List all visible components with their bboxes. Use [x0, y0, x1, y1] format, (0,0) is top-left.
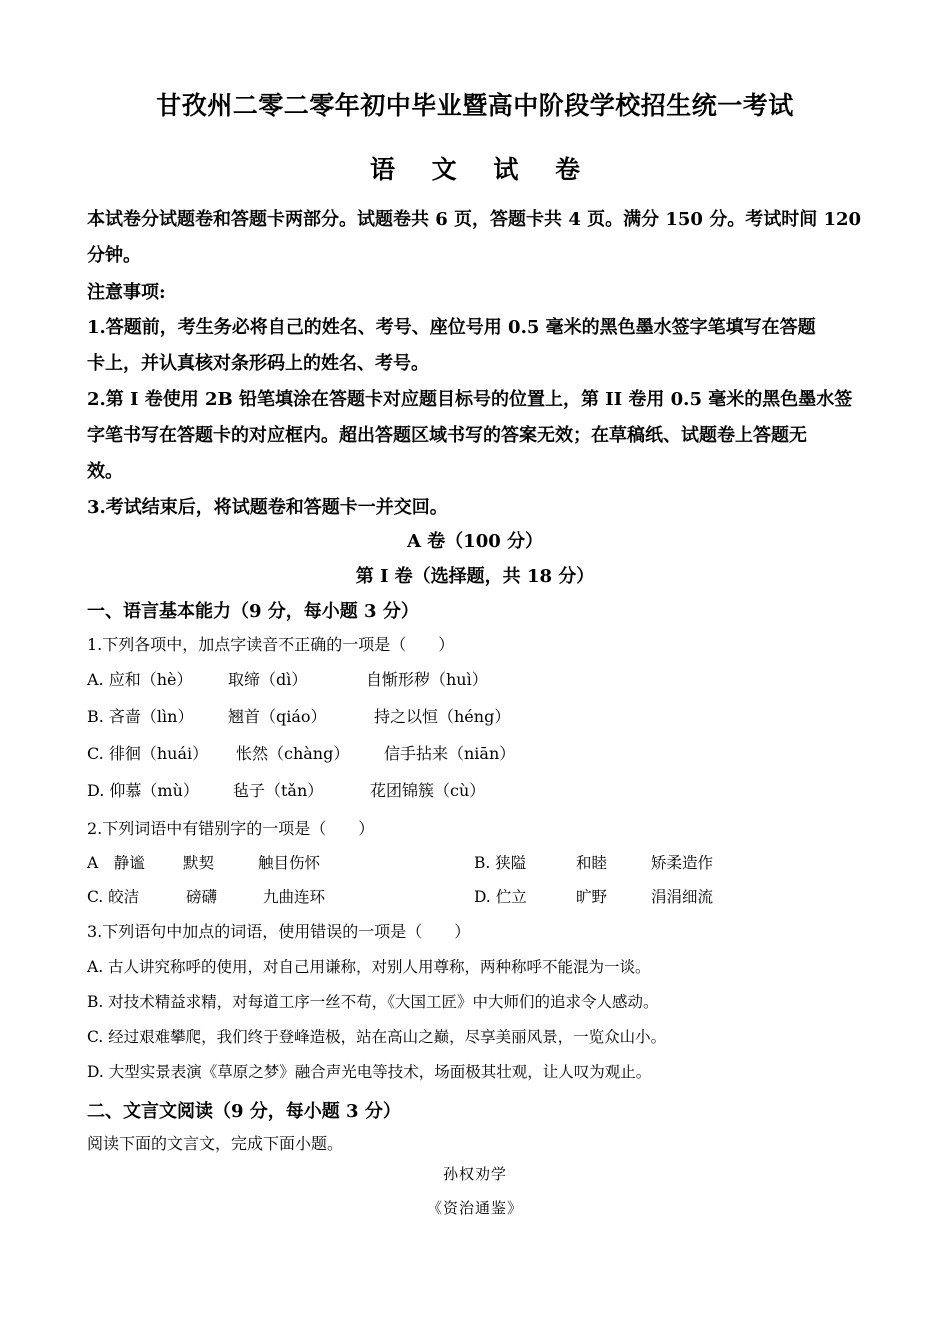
note-2-line-1: 2.第 I 卷使用 2B 铅笔填涂在答题卡对应题目标号的位置上，第 II 卷用 0.5 毫米的黑色墨水签 [87, 389, 853, 410]
part-one-heading: 第 I 卷（选择题，共 18 分） [355, 566, 595, 587]
question-1-stem: 1.下列各项中，加点字读音不正确的一项是（ ） [87, 635, 455, 654]
q1-option-a-word-1: A. 应和（hè） [87, 670, 193, 689]
q2-option-c-word-3: 九曲连环 [263, 888, 326, 906]
note-2-line-2: 字笔书写在答题卡的对应框内。超出答题区域书写的答案无效；在草稿纸、试题卷上答题无 [87, 425, 807, 446]
q2-option-d-word-2: 旷野 [576, 888, 608, 906]
q3-option-b: B. 对技术精益求精，对每道工序一丝不苟，《大国工匠》中大师们的追求令人感动。 [87, 993, 659, 1011]
q1-option-c-word-3: 信手拈来（niān） [384, 744, 516, 763]
q3-option-a: A. 古人讲究称呼的使用，对自己用谦称，对别人用尊称，两种称呼不能混为一谈。 [87, 958, 651, 976]
q2-option-a-word-3: 触目伤怀 [258, 854, 321, 872]
section-2-heading: 二、文言文阅读（9 分，每小题 3 分） [87, 1101, 401, 1122]
q3-option-c: C. 经过艰难攀爬，我们终于登峰造极，站在高山之巅，尽享美丽风景，一览众山小。 [87, 1028, 667, 1046]
q1-option-a-word-2: 取缔（dì） [228, 670, 308, 689]
q1-option-b-word-2: 翘首（qiáo） [228, 707, 327, 726]
note-1-line-2: 卡上，并认真核对条形码上的姓名、考号。 [87, 353, 429, 374]
section-2-instruction: 阅读下面的文言文，完成下面小题。 [87, 1134, 344, 1153]
q1-option-b-word-1: B. 吝啬（lìn） [87, 707, 194, 726]
q2-option-c-word-2: 磅礴 [186, 888, 218, 906]
classical-text-source: 《资治通鉴》 [426, 1199, 523, 1217]
notes-heading: 注意事项: [87, 282, 166, 303]
q2-option-a-word-1: A 静谧 [87, 854, 145, 872]
q1-option-d-word-2: 毡子（tǎn） [233, 781, 324, 800]
intro-line-2: 分钟。 [87, 245, 141, 266]
q1-option-c-word-2: 怅然（chàng） [236, 744, 350, 763]
subject-title: 语 文 试 卷 [369, 155, 595, 184]
classical-text-title: 孙权劝学 [442, 1165, 507, 1183]
note-1-line-1: 1.答题前，考生务必将自己的姓名、考号、座位号用 0.5 毫米的黑色墨水签字笔填写在答题 [87, 317, 816, 338]
q2-option-b-word-2: 和睦 [576, 854, 608, 872]
q2-option-b-word-1: B. 狭隘 [474, 854, 527, 872]
q1-option-d-word-3: 花团锦簇（cù） [370, 781, 486, 800]
exam-main-title: 甘孜州二零二零年初中毕业暨高中阶段学校招生统一考试 [156, 91, 794, 120]
q1-option-a-word-3: 自惭形秽（huì） [366, 670, 488, 689]
q1-option-b-word-3: 持之以恒（héng） [374, 707, 511, 726]
question-2-stem: 2.下列词语中有错别字的一项是（ ） [87, 819, 375, 838]
q3-option-d: D. 大型实景表演《草原之梦》融合声光电等技术，场面极其壮观，让人叹为观止。 [87, 1063, 652, 1081]
q2-option-d-word-1: D. 伫立 [474, 888, 527, 906]
volume-a-heading: A 卷（100 分） [406, 531, 544, 552]
q2-option-b-word-3: 矫柔造作 [651, 854, 714, 872]
q2-option-a-word-2: 默契 [183, 854, 215, 872]
question-3-stem: 3.下列语句中加点的词语，使用错误的一项是（ ） [87, 922, 471, 941]
q1-option-d-word-1: D. 仰慕（mù） [87, 781, 199, 800]
q2-option-c-word-1: C. 皎洁 [87, 888, 140, 906]
note-3: 3.考试结束后，将试题卷和答题卡一并交回。 [87, 497, 448, 518]
q2-option-d-word-3: 涓涓细流 [651, 888, 714, 906]
intro-line-1: 本试卷分试题卷和答题卡两部分。试题卷共 6 页，答题卡共 4 页。满分 150 分。考试时间 120 [87, 209, 862, 230]
note-2-line-3: 效。 [87, 461, 123, 482]
section-1-heading: 一、语言基本能力（9 分，每小题 3 分） [87, 601, 419, 622]
q1-option-c-word-1: C. 徘徊（huái） [87, 744, 209, 763]
